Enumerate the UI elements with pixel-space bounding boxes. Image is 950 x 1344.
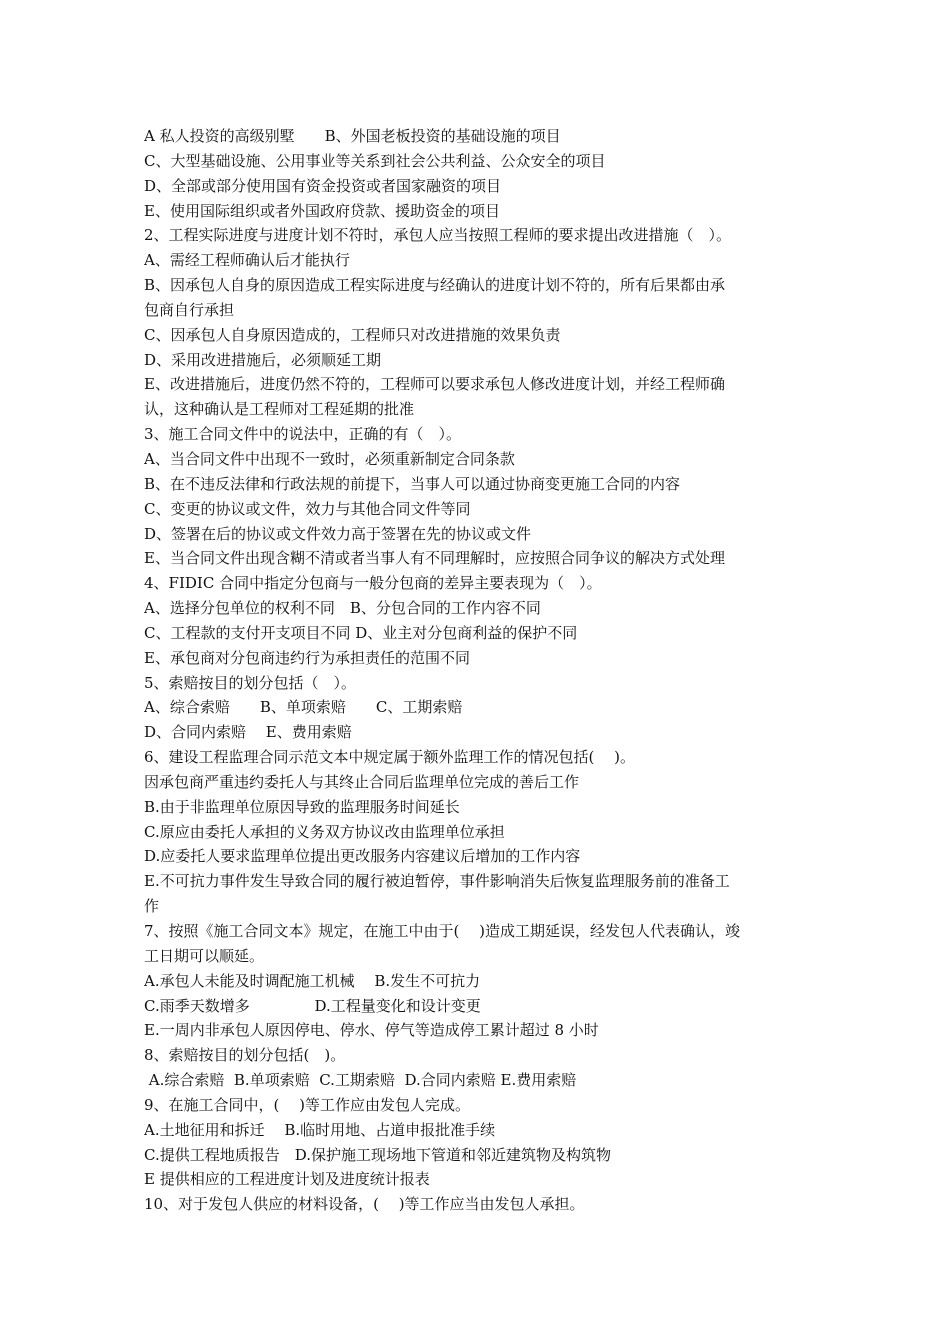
text-line-7: B、因承包人自身的原因造成工程实际进度与经确认的进度计划不符的，所有后果都由承 [144,276,726,295]
text-line-32: 作 [144,897,160,916]
text-line-27: 因承包商严重违约委托人与其终止合同后监理单位完成的善后工作 [144,772,580,791]
text-line-5: 2、工程实际进度与进度计划不符时，承包人应当按照工程师的要求提出改进措施（ ）。 [144,226,732,245]
text-line-1: A 私人投资的高级别墅 B、外国老板投资的基础设施的项目 [144,127,561,145]
text-line-41: A.土地征用和拆迁 B.临时用地、占道申报批准手续 [144,1120,496,1139]
text-line-17: D、签署在后的协议或文件效力高于签署在先的协议或文件 [144,524,532,543]
text-line-9: C、因承包人自身原因造成的，工程师只对改进措施的效果负责 [144,325,561,344]
text-line-13: 3、施工合同文件中的说法中，正确的有（ ）。 [144,425,462,444]
text-line-26: 6、建设工程监理合同示范文本中规定属于额外监理工作的情况包括( )。 [144,748,636,767]
text-line-10: D、采用改进措施后，必须顺延工期 [144,350,382,369]
text-line-2: C、大型基础设施、公用事业等关系到社会公共利益、公众安全的项目 [144,151,606,170]
text-line-40: 9、在施工合同中，( )等工作应由发包人完成。 [144,1095,471,1114]
text-line-30: D.应委托人要求监理单位提出更改服务内容建议后增加的工作内容 [144,847,581,866]
text-line-4: E、使用国际组织或者外国政府贷款、援助资金的项目 [144,201,500,220]
text-line-24: A、综合索赔 B、单项索赔 C、工期索赔 [144,698,463,717]
text-line-12: 认，这种确认是工程师对工程延期的批准 [144,400,415,419]
text-line-44: 10、对于发包人供应的材料设备，( )等工作应当由发包人承担。 [144,1195,585,1214]
text-line-11: E、改进措施后，进度仍然不符的，工程师可以要求承包人修改进度计划，并经工程师确 [144,375,725,394]
text-line-14: A、当合同文件中出现不一致时，必须重新制定合同条款 [144,449,515,468]
text-line-3: D、全部或部分使用国有资金投资或者国家融资的项目 [144,176,502,195]
text-line-36: C.雨季天数增多 D.工程量变化和设计变更 [144,996,481,1015]
text-line-28: B.由于非监理单位原因导致的监理服务时间延长 [144,797,460,816]
text-line-39: A.综合索赔 B.单项索赔 C.工期索赔 D.合同内索赔 E.费用索赔 [144,1071,577,1090]
text-line-34: 工日期可以顺延。 [144,946,265,965]
text-line-35: A.承包人未能及时调配施工机械 B.发生不可抗力 [144,971,481,990]
text-line-29: C.原应由委托人承担的义务双方协议改由监理单位承担 [144,822,505,841]
text-line-33: 7、按照《施工合同文本》规定，在施工中由于( )造成工期延误，经发包人代表确认，竣 [144,922,741,940]
text-line-38: 8、索赔按目的划分包括( )。 [144,1046,346,1065]
text-line-20: A、选择分包单位的权利不同 B、分包合同的工作内容不同 [144,599,541,618]
text-line-23: 5、索赔按目的划分包括（ ）。 [144,673,357,692]
document-body [144,124,810,1217]
text-line-31: E.不可抗力事件发生导致合同的履行被迫暂停，事件影响消失后恢复监理服务前的准备工 [144,872,730,891]
text-line-15: B、在不违反法律和行政法规的前提下，当事人可以通过协商变更施工合同的内容 [144,474,681,493]
text-line-19: 4、FIDIC 合同中指定分包商与一般分包商的差异主要表现为（ ）。 [144,574,602,593]
text-line-22: E、承包商对分包商违约行为承担责任的范围不同 [144,648,470,667]
text-line-8: 包商自行承担 [144,300,235,319]
text-line-6: A、需经工程师确认后才能执行 [144,251,350,270]
text-line-43: E 提供相应的工程进度计划及进度统计报表 [144,1170,430,1189]
text-line-25: D、合同内索赔 E、费用索赔 [144,723,352,742]
text-line-18: E、当合同文件出现含糊不清或者当事人有不同理解时，应按照合同争议的解决方式处理 [144,549,725,568]
text-line-21: C、工程款的支付开支项目不同 D、业主对分包商利益的保护不同 [144,623,578,642]
text-line-16: C、变更的协议或文件，效力与其他合同文件等同 [144,499,471,518]
text-line-37: E.一周内非承包人原因停电、停水、停气等造成停工累计超过 8 小时 [144,1021,599,1040]
text-line-42: C.提供工程地质报告 D.保护施工现场地下管道和邻近建筑物及构筑物 [144,1145,611,1164]
